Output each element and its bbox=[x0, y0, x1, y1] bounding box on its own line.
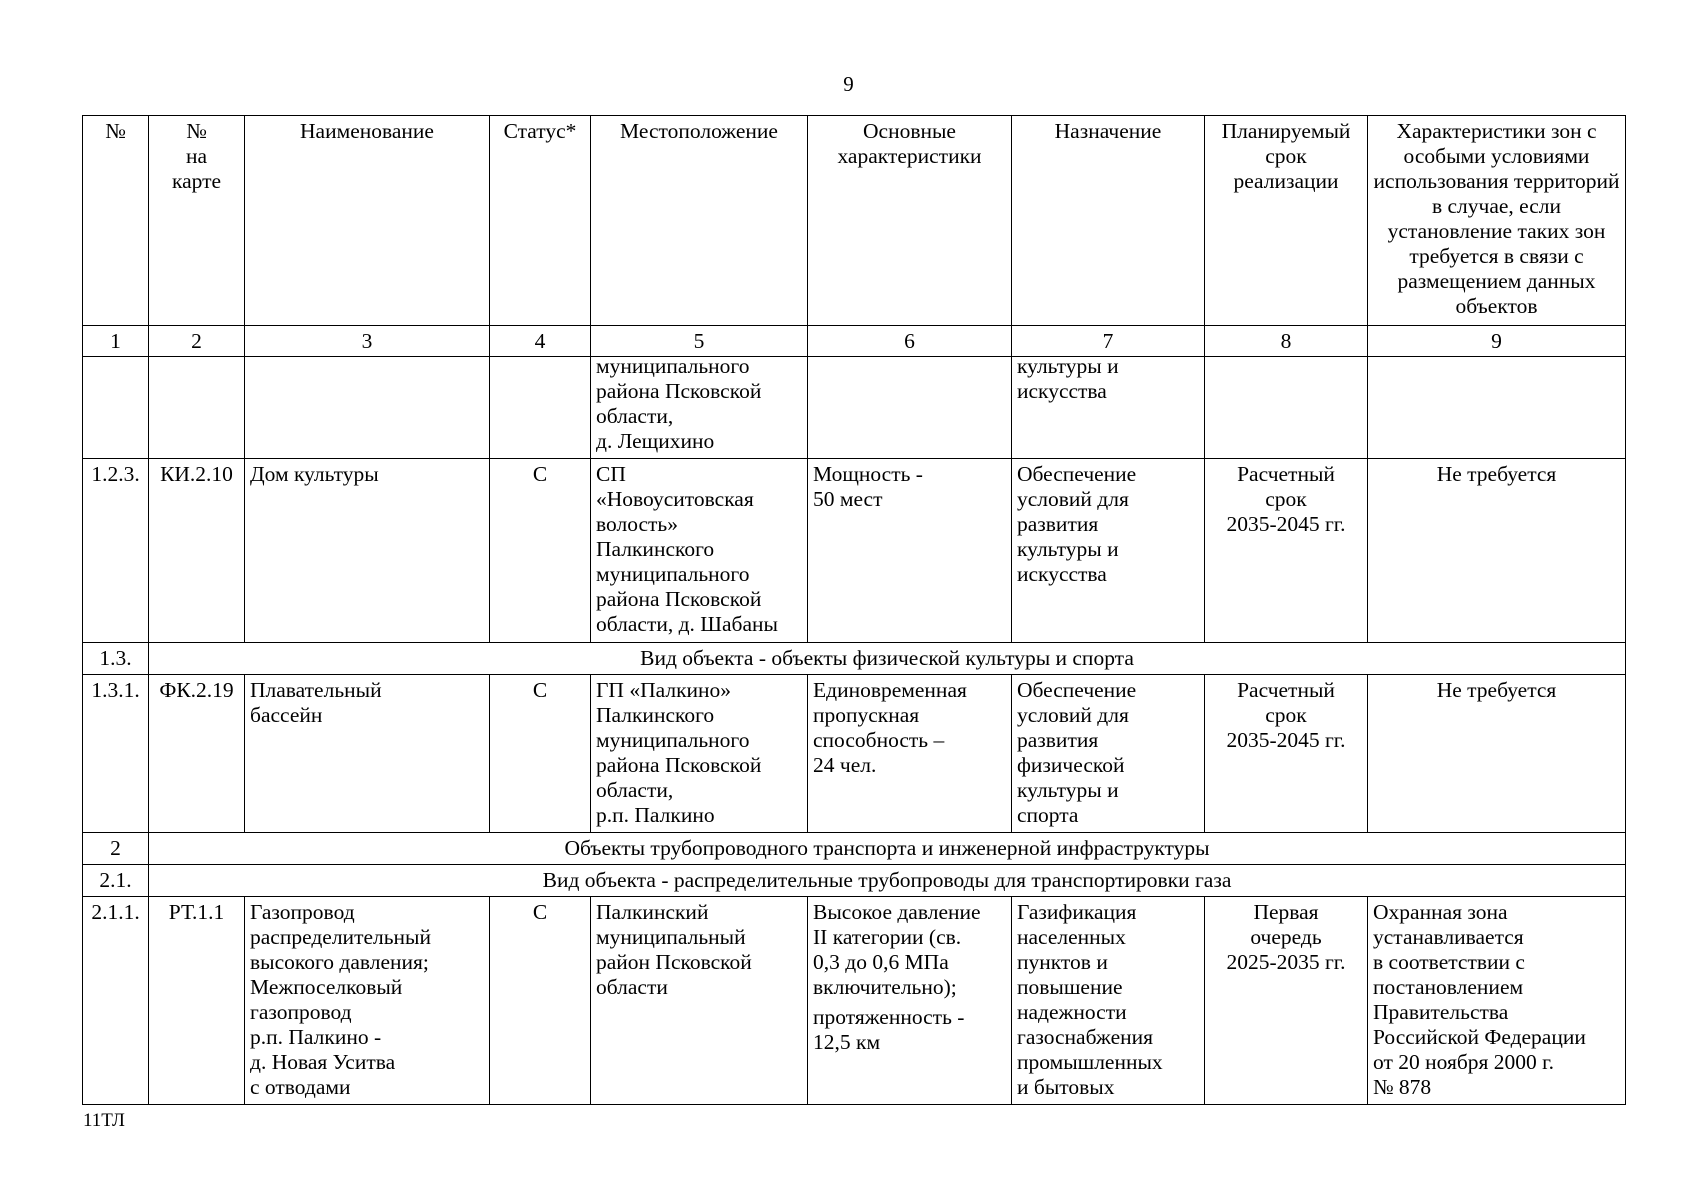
cell-location: Палкинский муниципальный район Псковской области bbox=[591, 897, 808, 1105]
cell-term: Расчетный срок 2035-2045 гг. bbox=[1205, 675, 1368, 833]
header-col-zones: Характеристики зон с особыми условиями использования территорий в случае, если установление таких зон требуется в связи с размещением данных объектов bbox=[1368, 116, 1626, 326]
section-number: 2 bbox=[83, 833, 149, 865]
cell-term: Первая очередь 2025-2035 гг. bbox=[1205, 897, 1368, 1105]
cell-map-number: ФК.2.19 bbox=[149, 675, 245, 833]
column-number: 1 bbox=[83, 326, 149, 357]
column-number: 3 bbox=[245, 326, 490, 357]
section-row bbox=[83, 643, 1626, 675]
section-title: Объекты трубопроводного транспорта и инженерной инфраструктуры bbox=[149, 833, 1626, 865]
header-col-map-number: № на карте bbox=[149, 116, 245, 326]
section-title: Вид объекта - распределительные трубопроводы для транспортировки газа bbox=[149, 865, 1626, 897]
cell-purpose: Газификация населенных пунктов и повышение надежности газоснабжения промышленных и бытовых bbox=[1012, 897, 1205, 1105]
column-number: 6 bbox=[808, 326, 1012, 357]
cell-zones: Охранная зона устанавливается в соответствии с постановлением Правительства Российской Федерации от 20 ноября 2000 г. № 878 bbox=[1368, 897, 1626, 1105]
cell-status: С bbox=[490, 897, 591, 1105]
header-col-status: Статус* bbox=[490, 116, 591, 326]
cell-map-number: РТ.1.1 bbox=[149, 897, 245, 1105]
cell-status: С bbox=[490, 675, 591, 833]
header-col-number: № bbox=[83, 116, 149, 326]
column-number: 4 bbox=[490, 326, 591, 357]
table-row-continuation bbox=[83, 357, 1626, 459]
column-numbers-row bbox=[83, 326, 1626, 357]
section-row bbox=[83, 833, 1626, 865]
cell-location: СП «Новоуситовская волость» Палкинского муниципального района Псковской области, д. Шабаны bbox=[591, 459, 808, 643]
objects-table bbox=[82, 115, 1626, 1105]
cell-purpose: Обеспечение условий для развития физической культуры и спорта bbox=[1012, 675, 1205, 833]
section-number: 1.3. bbox=[83, 643, 149, 675]
cell-name: Дом культуры bbox=[245, 459, 490, 643]
cell-characteristics: Единовременная пропускная способность – 24 чел. bbox=[808, 675, 1012, 833]
cell-characteristics: Мощность - 50 мест bbox=[808, 459, 1012, 643]
header-col-term: Планируемый срок реализации bbox=[1205, 116, 1368, 326]
table-row bbox=[83, 675, 1626, 833]
column-number: 5 bbox=[591, 326, 808, 357]
column-number: 2 bbox=[149, 326, 245, 357]
cell-name: Газопровод распределительный высокого давления; Межпоселковый газопровод р.п. Палкино - д. Новая Уситва с отводами bbox=[245, 897, 490, 1105]
section-title: Вид объекта - объекты физической культуры и спорта bbox=[149, 643, 1626, 675]
cell-number: 2.1.1. bbox=[83, 897, 149, 1105]
header-col-location: Местоположение bbox=[591, 116, 808, 326]
column-number: 9 bbox=[1368, 326, 1626, 357]
cell-purpose: культуры и искусства bbox=[1012, 357, 1205, 459]
cell-name: Плавательный бассейн bbox=[245, 675, 490, 833]
table-row bbox=[83, 459, 1626, 643]
section-number: 2.1. bbox=[83, 865, 149, 897]
cell-purpose: Обеспечение условий для развития культуры и искусства bbox=[1012, 459, 1205, 643]
column-number: 7 bbox=[1012, 326, 1205, 357]
cell-characteristics: Высокое давление II категории (св. 0,3 до 0,6 МПа включительно); протяженность - 12,5 км bbox=[808, 897, 1012, 1105]
header-col-characteristics: Основные характеристики bbox=[808, 116, 1012, 326]
header-col-purpose: Назначение bbox=[1012, 116, 1205, 326]
cell-location: ГП «Палкино» Палкинского муниципального района Псковской области, р.п. Палкино bbox=[591, 675, 808, 833]
cell-location: муниципального района Псковской области, д. Лещихино bbox=[591, 357, 808, 459]
cell-term: Расчетный срок 2035-2045 гг. bbox=[1205, 459, 1368, 643]
cell-number: 1.3.1. bbox=[83, 675, 149, 833]
footer-code: 11ТЛ bbox=[83, 1110, 125, 1131]
cell-map-number: КИ.2.10 bbox=[149, 459, 245, 643]
cell-zones: Не требуется bbox=[1368, 675, 1626, 833]
column-number: 8 bbox=[1205, 326, 1368, 357]
cell-status: С bbox=[490, 459, 591, 643]
header-col-name: Наименование bbox=[245, 116, 490, 326]
table-row bbox=[83, 897, 1626, 1105]
page-number: 9 bbox=[843, 72, 854, 96]
section-row bbox=[83, 865, 1626, 897]
cell-zones: Не требуется bbox=[1368, 459, 1626, 643]
header-row bbox=[83, 116, 1626, 326]
cell-number: 1.2.3. bbox=[83, 459, 149, 643]
